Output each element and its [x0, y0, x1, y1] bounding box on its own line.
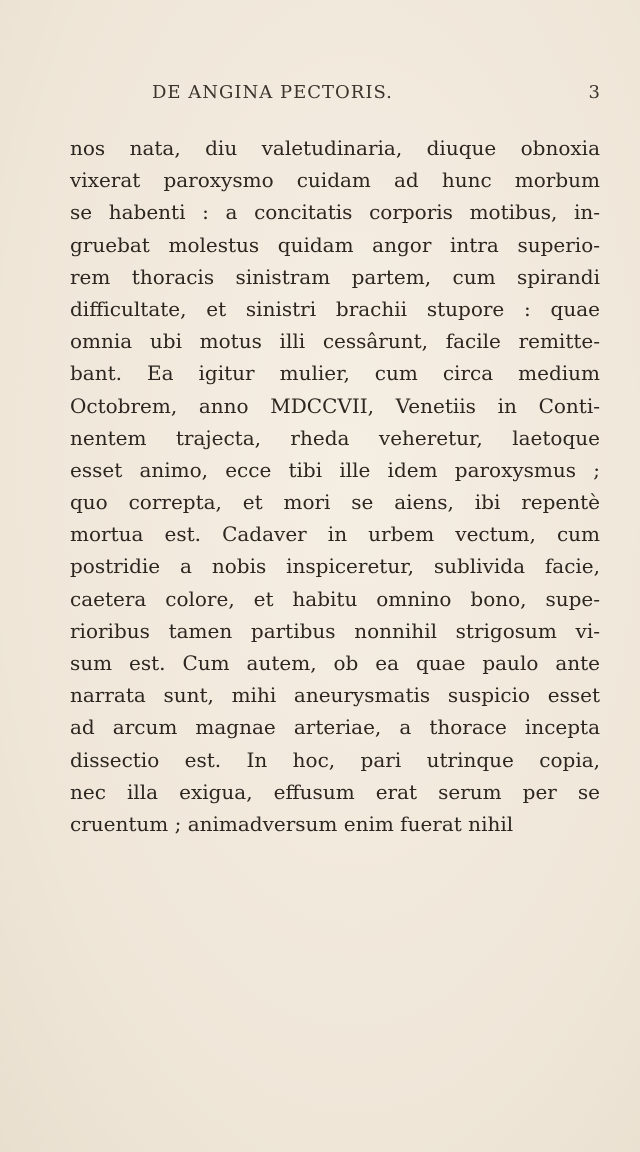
text-line: nec illa exigua, effusum erat serum per se	[70, 779, 600, 804]
text-line: se habenti : a concitatis corporis motibus, in-	[70, 200, 600, 225]
text-line: cruentum ; animadversum enim fuerat nihil	[70, 811, 514, 836]
text-line: esset animo, ecce tibi ille idem paroxysmus ;	[70, 457, 600, 482]
text-line: nentem trajecta, rheda veheretur, laetoque	[70, 425, 600, 450]
page-header	[110, 82, 600, 112]
text-line: vixerat paroxysmo cuidam ad hunc morbum	[70, 168, 600, 193]
text-line: quo correpta, et mori se aiens, ibi repentè	[70, 490, 600, 515]
text-line: mortua est. Cadaver in urbem vectum, cum	[70, 522, 600, 547]
text-line: narrata sunt, mihi aneurysmatis suspicio esset	[70, 683, 600, 708]
body-text	[70, 132, 600, 840]
text-line: nos nata, diu valetudinaria, diuque obnoxia	[70, 136, 600, 160]
text-line: sum est. Cum autem, ob ea quae paulo ante	[70, 651, 600, 675]
text-line: rem thoracis sinistram partem, cum spirandi	[70, 264, 600, 289]
text-line: gruebat molestus quidam angor intra superio-	[70, 232, 600, 257]
text-line: difficultate, et sinistri brachii stupore : quae	[70, 296, 600, 321]
text-line: dissectio est. In hoc, pari utrinque copia,	[70, 747, 600, 772]
text-line: bant. Ea igitur mulier, cum circa medium	[70, 361, 600, 386]
text-line: rioribus tamen partibus nonnihil strigosum vi-	[70, 618, 600, 643]
text-line: omnia ubi motus illi cessârunt, facile remitte-	[70, 329, 600, 354]
text-line: Octobrem, anno MDCCVII, Venetiis in Conti-	[70, 393, 600, 418]
text-line: caetera colore, et habitu omnino bono, supe-	[70, 586, 600, 611]
running-title: DE ANGINA PECTORIS.	[152, 82, 393, 103]
text-line: postridie a nobis inspiceretur, sublivida facie,	[70, 554, 600, 579]
page-number: 3	[588, 82, 600, 103]
text-line: ad arcum magnae arteriae, a thorace incepta	[70, 715, 600, 740]
